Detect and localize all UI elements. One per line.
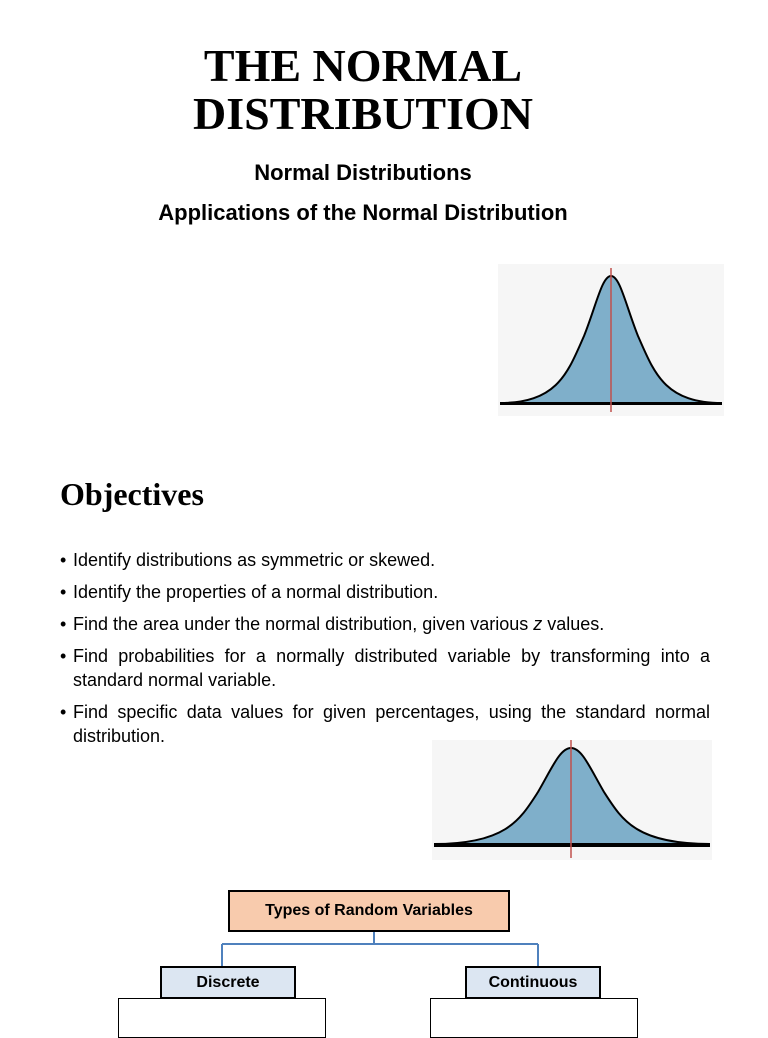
objective-item: • Find specific data values for given percentages, using the standard normal distribution. [60,700,710,748]
objective-text: Find the area under the normal distribution, given various [73,614,534,634]
continuous-description-box [430,998,638,1038]
discrete-description-box [118,998,326,1038]
types-of-random-variables-box: Types of Random Variables [228,890,510,932]
discrete-box: Discrete [160,966,296,999]
title-line-1: THE NORMAL [203,40,523,91]
title-line-2: DISTRIBUTION [193,88,533,139]
objective-item: • Identify distributions as symmetric or skewed. [60,548,710,572]
objectives-heading: Objectives [60,476,204,512]
subtitle-applications: Applications of the Normal Distribution [158,200,568,225]
objective-text: values. [542,614,605,634]
objective-item: • Identify the properties of a normal distribution. [60,580,710,604]
continuous-box: Continuous [465,966,601,999]
subtitle-normal-distributions: Normal Distributions [254,160,472,185]
z-variable: z [533,614,543,634]
objective-item: • Find probabilities for a normally distributed variable by transforming into a standard normal variable. [60,644,710,692]
